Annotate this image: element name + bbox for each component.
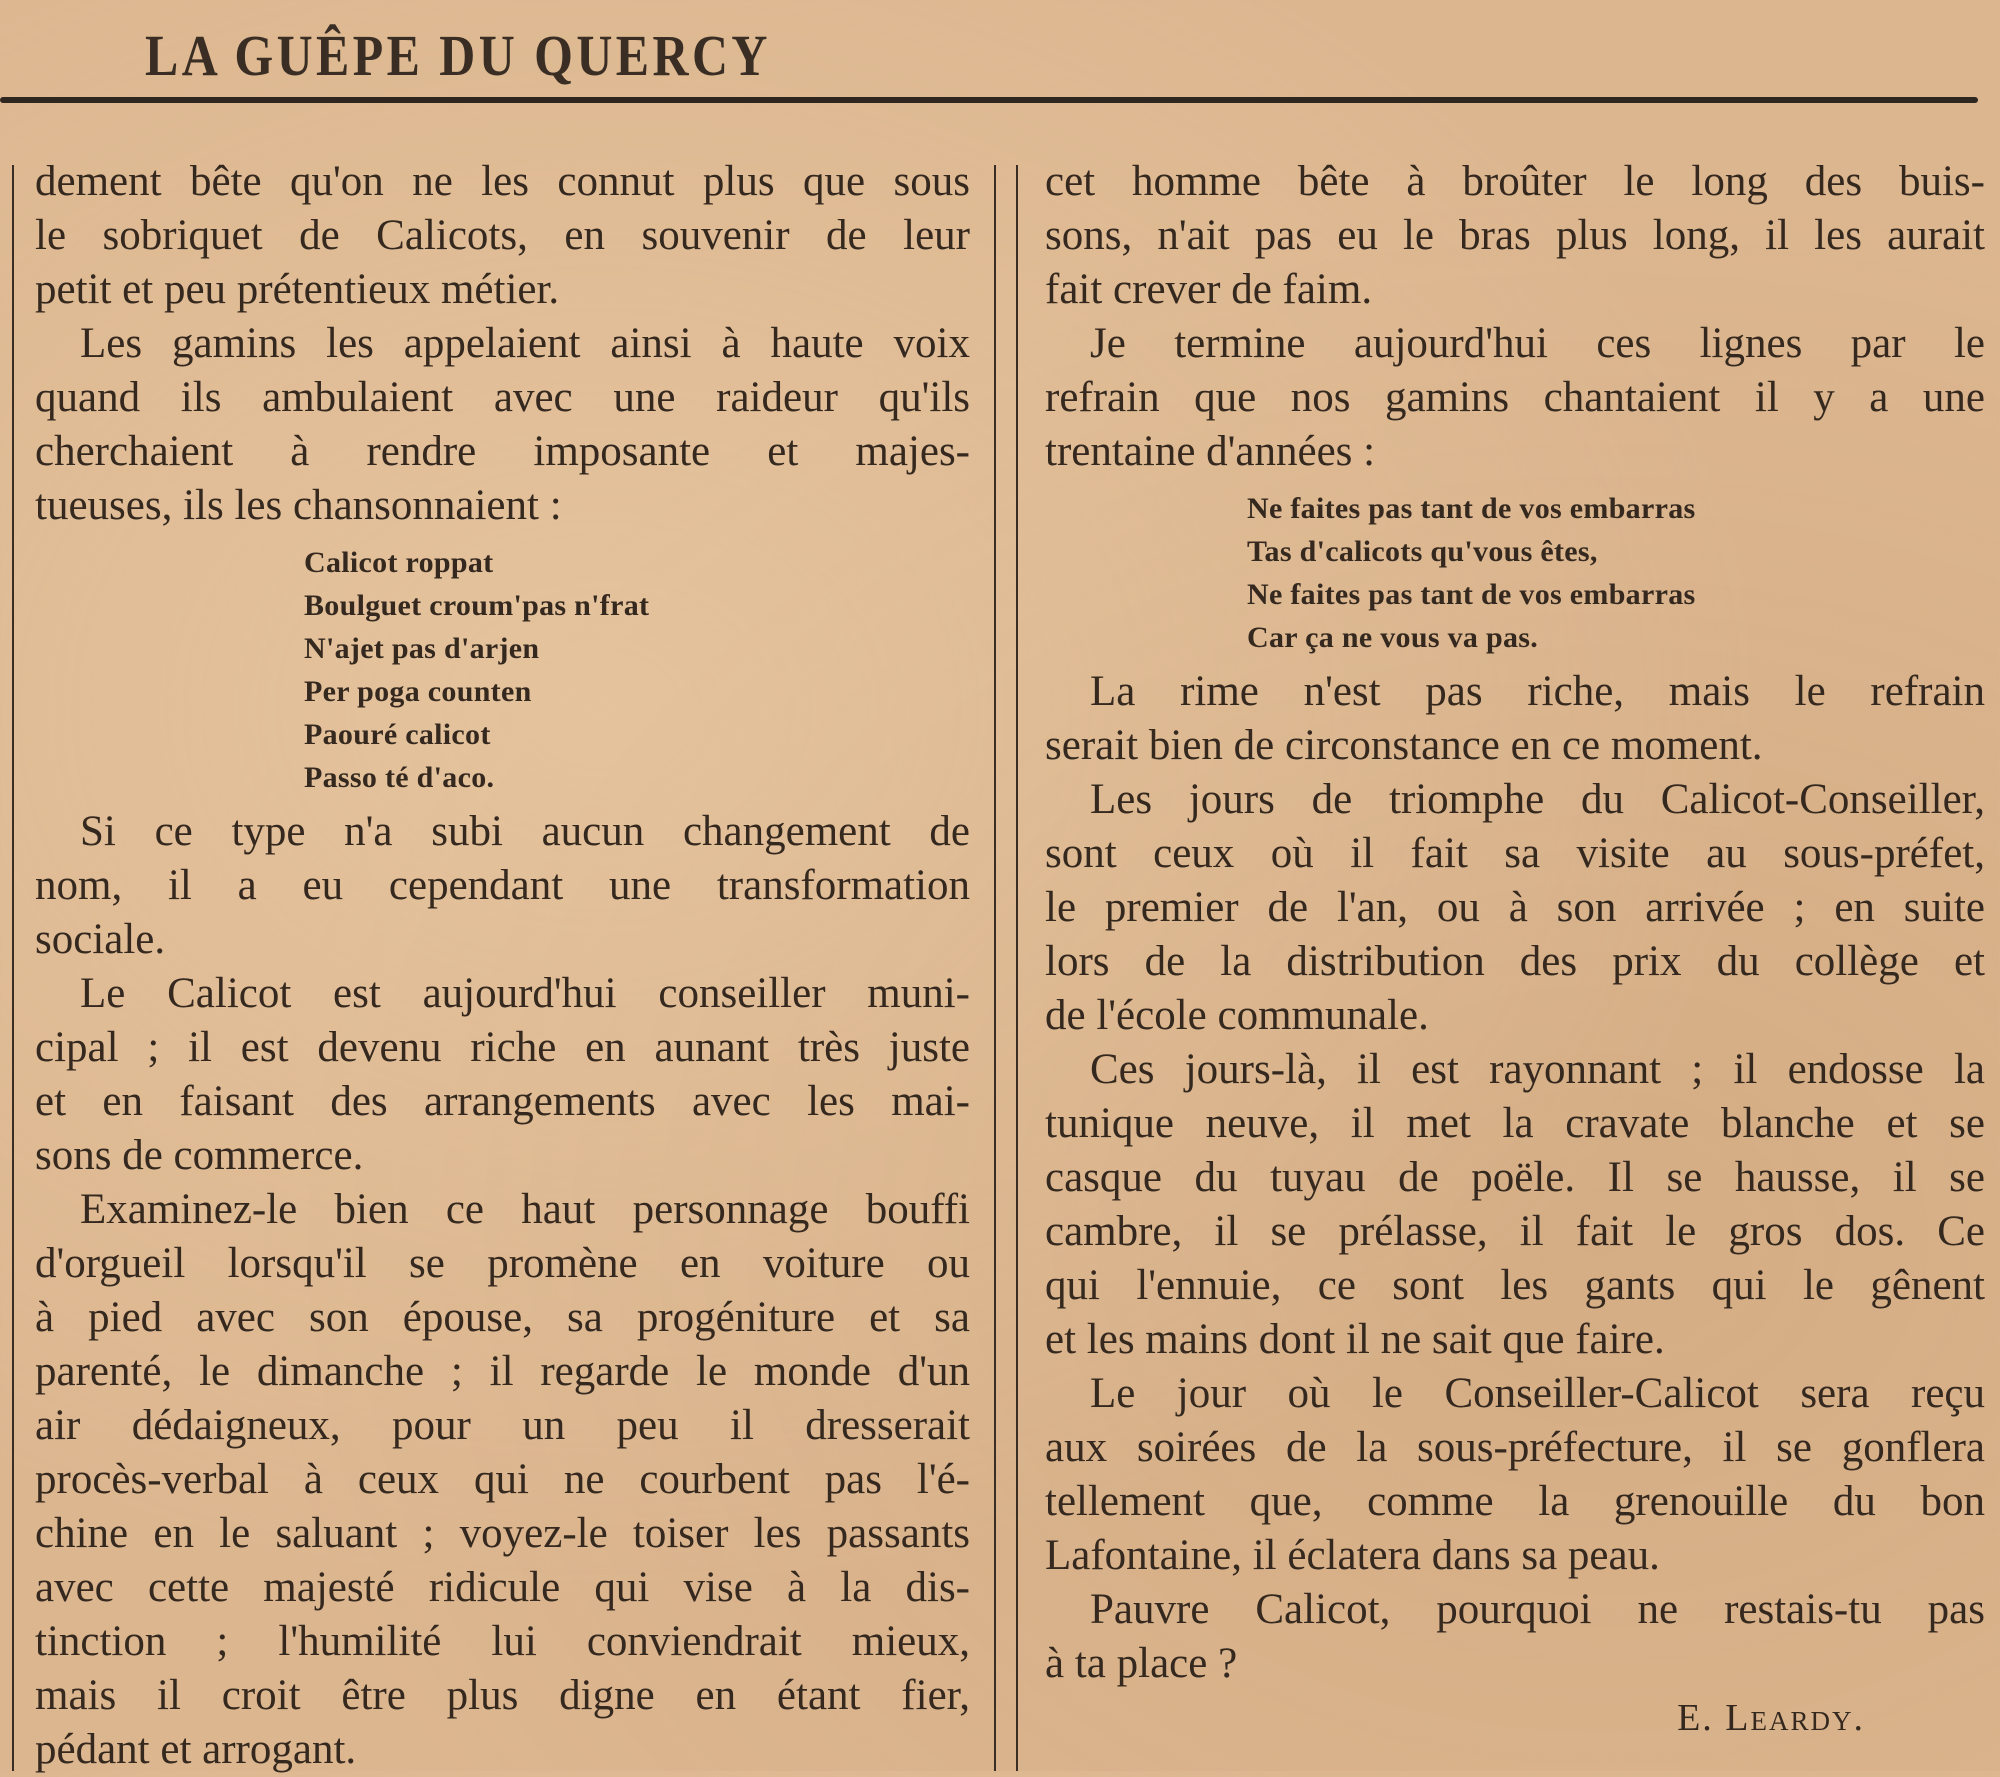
text-line: tellement que, comme la grenouille du bon	[1045, 1478, 1985, 1525]
text-line: cet homme bête à broûter le long des buis-	[1045, 158, 1985, 205]
text-line: le premier de l'an, ou à son arrivée ; en suite	[1045, 884, 1985, 931]
text-line: Lafontaine, il éclatera dans sa peau.	[1045, 1532, 1660, 1579]
verse-line: Boulguet croum'pas n'frat	[304, 589, 650, 622]
text-line: Le jour où le Conseiller-Calicot sera reçu	[1090, 1370, 1985, 1417]
verse-line: Paouré calicot	[304, 718, 491, 751]
text-line: lors de la distribution des prix du collège et	[1045, 938, 1985, 985]
paragraph	[35, 805, 970, 967]
paragraph	[1045, 155, 1985, 317]
text-line: et les mains dont il ne sait que faire.	[1045, 1316, 1665, 1363]
text-line: procès-verbal à ceux qui ne courbent pas l'é-	[35, 1456, 970, 1503]
paragraph	[35, 1183, 970, 1777]
text-line: et en faisant des arrangements avec les mai-	[35, 1078, 970, 1125]
text-line: pédant et arrogant.	[35, 1726, 357, 1773]
text-line: air dédaigneux, pour un peu il dresserait	[35, 1402, 970, 1449]
verse-line: Tas d'calicots qu'vous êtes,	[1247, 535, 1598, 568]
text-line: refrain que nos gamins chantaient il y a une	[1045, 374, 1985, 421]
text-line: d'orgueil lorsqu'il se promène en voiture ou	[35, 1240, 970, 1287]
paragraph	[1045, 317, 1985, 479]
text-line: Examinez-le bien ce haut personnage bouffi	[80, 1186, 970, 1233]
text-line: Pauvre Calicot, pourquoi ne restais-tu pas	[1090, 1586, 1985, 1633]
text-line: Les jours de triomphe du Calicot-Conseiller,	[1090, 776, 1985, 823]
verse-line: N'ajet pas d'arjen	[304, 632, 540, 665]
header-rule	[0, 97, 1978, 103]
text-line: Si ce type n'a subi aucun changement de	[80, 808, 970, 855]
column-rule-left	[12, 165, 14, 1771]
article-column-right	[1045, 155, 1985, 1745]
text-line: Ces jours-là, il est rayonnant ; il endosse la	[1090, 1046, 1985, 1093]
verse-line: Ne faites pas tant de vos embarras	[1247, 578, 1696, 611]
text-line: qui l'ennuie, ce sont les gants qui le gênent	[1045, 1262, 1985, 1309]
paragraph	[1045, 1043, 1985, 1367]
text-line: le sobriquet de Calicots, en souvenir de leur	[35, 212, 970, 259]
text-line: cipal ; il est devenu riche en aunant très juste	[35, 1024, 970, 1071]
verse-line: Calicot roppat	[304, 546, 494, 579]
text-line: tunique neuve, il met la cravate blanche et se	[1045, 1100, 1985, 1147]
text-line: fait crever de faim.	[1045, 266, 1373, 313]
text-line: Je termine aujourd'hui ces lignes par le	[1090, 320, 1985, 367]
text-line: de l'école communale.	[1045, 992, 1429, 1039]
paragraph	[35, 317, 970, 533]
paragraph	[1045, 773, 1985, 1043]
article-column-left	[35, 155, 970, 1777]
verse-line: Car ça ne vous va pas.	[1247, 621, 1539, 654]
text-line: sont ceux où il fait sa visite au sous-préfet,	[1045, 830, 1985, 877]
text-line: dement bête qu'on ne les connut plus que sous	[35, 158, 970, 205]
text-line: parenté, le dimanche ; il regarde le monde d'un	[35, 1348, 970, 1395]
text-line: trentaine d'années :	[1045, 428, 1376, 475]
column-rule-middle-2	[1016, 165, 1018, 1771]
text-line: nom, il a eu cependant une transformation	[35, 862, 970, 909]
text-line: mais il croit être plus digne en étant fier,	[35, 1672, 970, 1719]
song-verse	[35, 541, 970, 799]
newspaper-title: LA GUÊPE DU QUERCY	[145, 23, 771, 88]
text-line: sons de commerce.	[35, 1132, 364, 1179]
text-line: Le Calicot est aujourd'hui conseiller muni-	[80, 970, 970, 1017]
text-line: quand ils ambulaient avec une raideur qu'ils	[35, 374, 970, 421]
text-line: à ta place ?	[1045, 1640, 1238, 1687]
text-line: cherchaient à rendre imposante et majes-	[35, 428, 970, 475]
verse-line: Per poga counten	[304, 675, 532, 708]
paragraph	[35, 155, 970, 317]
text-line: sociale.	[35, 916, 166, 963]
text-line: cambre, il se prélasse, il fait le gros dos. Ce	[1045, 1208, 1985, 1255]
author-signature: E. Leardy.	[1677, 1697, 1865, 1739]
text-line: Les gamins les appelaient ainsi à haute voix	[80, 320, 970, 367]
text-line: serait bien de circonstance en ce moment.	[1045, 722, 1763, 769]
paragraph	[1045, 1583, 1985, 1691]
paragraph	[1045, 1367, 1985, 1583]
column-rule-middle	[994, 165, 996, 1771]
verse-line: Passo té d'aco.	[304, 761, 495, 794]
text-line: La rime n'est pas riche, mais le refrain	[1090, 668, 1985, 715]
text-line: avec cette majesté ridicule qui vise à la dis-	[35, 1564, 970, 1611]
text-line: tueuses, ils les chansonnaient :	[35, 482, 562, 529]
text-line: à pied avec son épouse, sa progéniture et sa	[35, 1294, 970, 1341]
text-line: petit et peu prétentieux métier.	[35, 266, 560, 313]
paragraph	[1045, 665, 1985, 773]
text-line: casque du tuyau de poële. Il se hausse, il se	[1045, 1154, 1985, 1201]
verse-line: Ne faites pas tant de vos embarras	[1247, 492, 1696, 525]
text-line: chine en le saluant ; voyez-le toiser les passants	[35, 1510, 970, 1557]
paragraph	[35, 967, 970, 1183]
text-line: sons, n'ait pas eu le bras plus long, il les aurait	[1045, 212, 1985, 259]
text-line: aux soirées de la sous-préfecture, il se gonflera	[1045, 1424, 1985, 1471]
song-verse	[1045, 487, 1985, 659]
text-line: tinction ; l'humilité lui conviendrait mieux,	[35, 1618, 970, 1665]
